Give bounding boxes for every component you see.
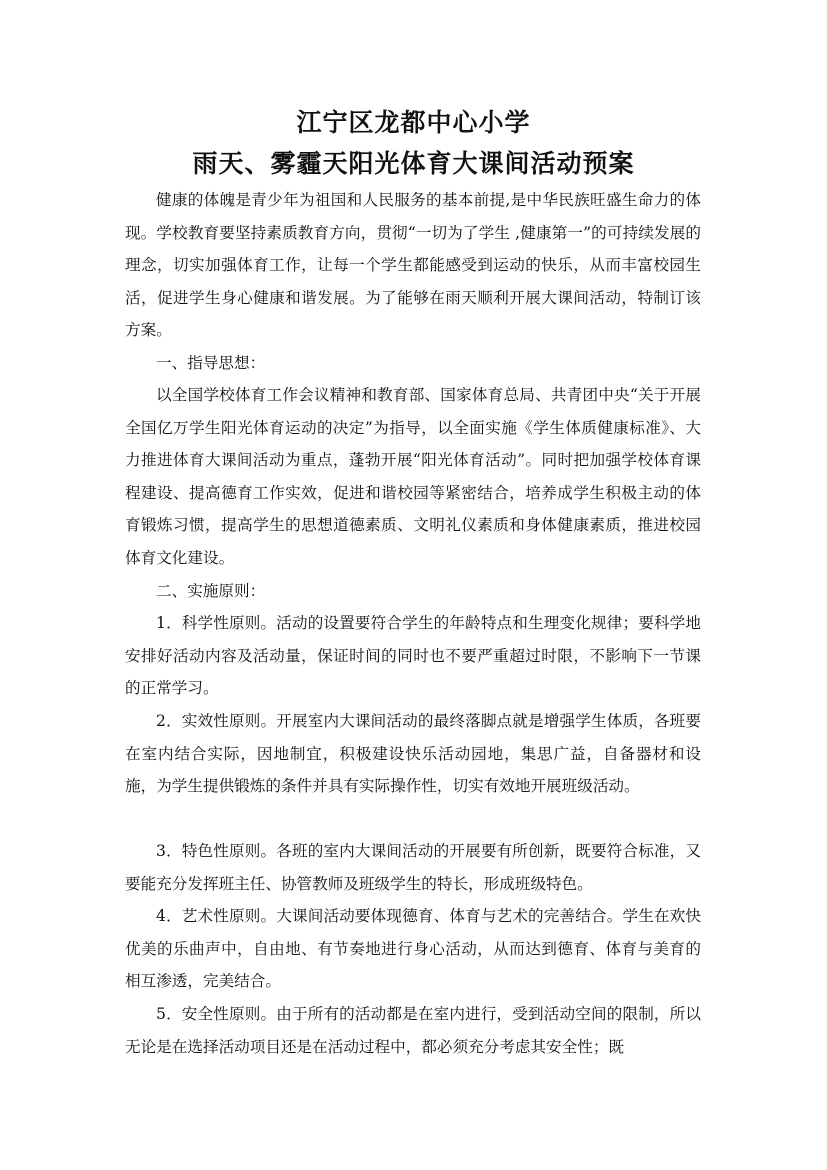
section-heading-implementation-principles: 二、实施原则： <box>156 582 266 600</box>
principle-safety-paragraph: 5．安全性原则。由于所有的活动都是在室内进行，受到活动空间的限制，所以无论是在选择活动项目还是在活动过程中，都必须充分考虑其安全性；既 <box>125 1005 701 1056</box>
principle-characteristic-paragraph: 3．特色性原则。各班的室内大课间活动的开展要有所创新，既要符合标准，又要能充分发挥班主任、协管教师及班级学生的特长，形成班级特色。 <box>125 842 701 893</box>
guiding-ideology-paragraph: 以全国学校体育工作会议精神和教育部、国家体育总局、共青团中央“关于开展全国亿万学生阳光体育运动的决定”为指导，以全面实施《学生体质健康标准》、大力推进体育大课间活动为重点，蓬勃开展“阳光体育活动”。同时把加强学校体育课程建设、提高德育工作实效，促进和谐校园等紧密结合，培养成学生积极主动的体育锻炼习惯，提高学生的思想道德素质、文明礼仪素质和身体健康素质，推进校园体育文化建设。 <box>125 386 701 567</box>
plan-title: 雨天、雾霾天阳光体育大课间活动预案 <box>192 149 635 178</box>
principle-artistic-paragraph: 4．艺术性原则。大课间活动要体现德育、体育与艺术的完善结合。学生在欢快优美的乐曲声中，自由地、有节奏地进行身心活动，从而达到德育、体育与美育的相互渗透，完美结合。 <box>125 907 701 990</box>
principle-effectiveness-paragraph: 2．实效性原则。开展室内大课间活动的最终落脚点就是增强学生体质，各班要在室内结合实际，因地制宜，积极建设快乐活动园地，集思广益，自备器材和设施，为学生提供锻炼的条件并具有实际操作性，切实有效地开展班级活动。 <box>125 712 701 795</box>
intro-paragraph: 健康的体魄是青少年为祖国和人民服务的基本前提,是中华民族旺盛生命力的体现。学校教育要坚持素质教育方向，贯彻“一切为了学生 ,健康第一”的可持续发展的理念，切实加强体育工作，让每一个学生都能感受到运动的快乐，从而丰富校园生活，促进学生身心健康和谐发展。为了能够在雨天顺利开展大课间活动，特制订该方案。 <box>125 191 701 339</box>
school-name-title: 江宁区龙都中心小学 <box>296 108 531 137</box>
section-heading-guiding-ideology: 一、指导思想： <box>156 354 266 372</box>
principle-scientific-paragraph: 1．科学性原则。活动的设置要符合学生的年龄特点和生理变化规律；要科学地安排好活动内容及活动量，保证时间的同时也不要严重超过时限，不影响下一节课的正常学习。 <box>125 614 701 697</box>
